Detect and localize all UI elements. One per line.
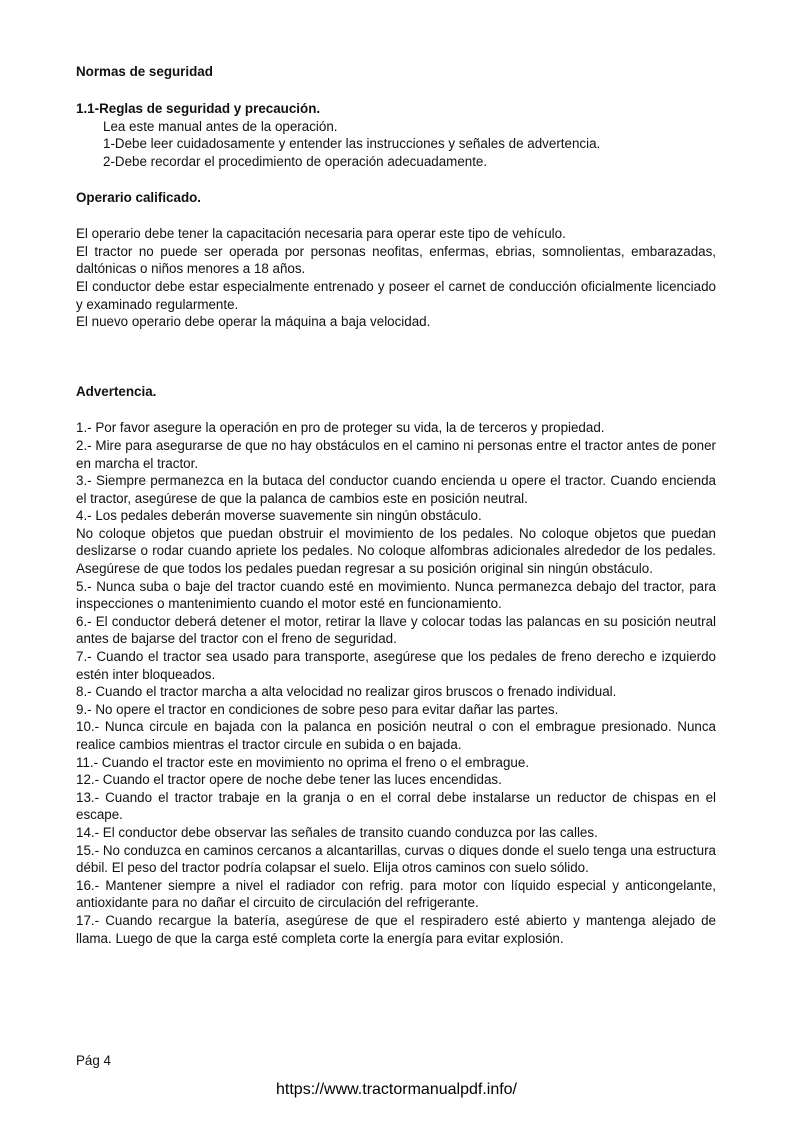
- page-title: Normas de seguridad: [76, 64, 213, 79]
- warning-item: 14.- El conductor debe observar las señales de transito cuando conduzca por las calles.: [76, 824, 598, 840]
- warning-item: 3.- Siempre permanezca en la butaca del conductor cuando encienda u opere el tractor. Cuando encienda el tractor, asegúrese de que la palanca de cambios este en posición neutral.: [76, 473, 716, 506]
- rule-item: 2-Debe recordar el procedimiento de operación adecuadamente.: [103, 153, 488, 169]
- operator-paragraph: El conductor debe estar especialmente entrenado y poseer el carnet de conducción oficialmente licenciado y examinado regularmente.: [76, 278, 716, 312]
- footer-url-link[interactable]: https://www.tractormanualpdf.info/: [276, 1081, 517, 1098]
- rules-heading: 1.1-Reglas de seguridad y precaución.: [76, 101, 321, 117]
- operator-paragraph: El nuevo operario debe operar la máquina a baja velocidad.: [76, 314, 431, 330]
- warning-item: 9.- No opere el tractor en condiciones de sobre peso para evitar dañar las partes.: [76, 701, 559, 717]
- warning-item: No coloque objetos que puedan obstruir el movimiento de los pedales. No coloque objetos que puedan deslizarse o rodar cuando apriete los pedales. No coloque alfombras adicionales alrededor de los pedales. Asegúrese de que todos los pedales puedan regresar a su posición original sin ningún obstáculo.: [76, 525, 716, 577]
- warning-item: 5.- Nunca suba o baje del tractor cuando esté en movimiento. Nunca permanezca debajo del tractor, para inspecciones o mantenimiento cuando el motor esté en funcionamiento.: [76, 578, 716, 612]
- page-number: Pág 4: [76, 1053, 111, 1068]
- warning-item: 2.- Mire para asegurarse de que no hay obstáculos en el camino ni personas entre el tractor antes de poner en marcha el tractor.: [76, 437, 716, 471]
- warning-item: 10.- Nunca circule en bajada con la palanca en posición neutral o con el embrague presionado. Nunca realice cambios mientras el tractor circule en subida o en bajada.: [76, 719, 716, 752]
- warning-item: 11.- Cuando el tractor este en movimiento no oprima el freno o el embrague.: [76, 754, 530, 770]
- rule-item: 1-Debe leer cuidadosamente y entender las instrucciones y señales de advertencia.: [103, 136, 601, 152]
- warning-heading: Advertencia.: [76, 383, 157, 399]
- warning-item: 17.- Cuando recargue la batería, asegúrese de que el respiradero esté abierto y mantenga alejado de llama. Luego de que la carga esté completa corte la energía para evitar explosión.: [76, 912, 716, 946]
- warning-item: 6.- El conductor deberá detener el motor, retirar la llave y colocar todas las palancas en su posición neutral antes de bajarse del tractor con el freno de seguridad.: [76, 613, 716, 647]
- warning-item: 8.- Cuando el tractor marcha a alta velocidad no realizar giros bruscos o frenado individual.: [76, 684, 617, 700]
- rule-item: Lea este manual antes de la operación.: [103, 118, 338, 134]
- operator-paragraph: El operario debe tener la capacitación necesaria para operar este tipo de vehículo.: [76, 226, 566, 242]
- warning-item: 4.- Los pedales deberán moverse suavemente sin ningún obstáculo.: [76, 508, 482, 524]
- warning-item: 7.- Cuando el tractor sea usado para transporte, asegúrese que los pedales de freno derecho e izquierdo estén inter bloqueados.: [76, 649, 716, 682]
- warning-item: 13.- Cuando el tractor trabaje en la granja o en el corral debe instalarse un reductor de chispas en el escape.: [76, 789, 716, 823]
- warning-item: 12.- Cuando el tractor opere de noche debe tener las luces encendidas.: [76, 772, 502, 788]
- operator-paragraph: El tractor no puede ser operada por personas neofitas, enfermas, ebrias, somnolientas, embarazadas, daltónicas o niños menores a 18 años.: [76, 243, 716, 277]
- page-content: [76, 63, 716, 947]
- warning-item: 15.- No conduzca en caminos cercanos a alcantarillas, curvas o diques donde el suelo tenga una estructura débil. El peso del tractor podría colapsar el suelo. Elija otros caminos con suelo sólido.: [76, 842, 716, 876]
- warning-item: 1.- Por favor asegure la operación en pro de proteger su vida, la de terceros y propiedad.: [76, 420, 605, 436]
- operator-heading: Operario calificado.: [76, 189, 202, 205]
- warning-item: 16.- Mantener siempre a nivel el radiador con refrig. para motor con líquido especial y anticongelante, antioxidante para no dañar el circuito de circulación del refrigerante.: [76, 877, 716, 911]
